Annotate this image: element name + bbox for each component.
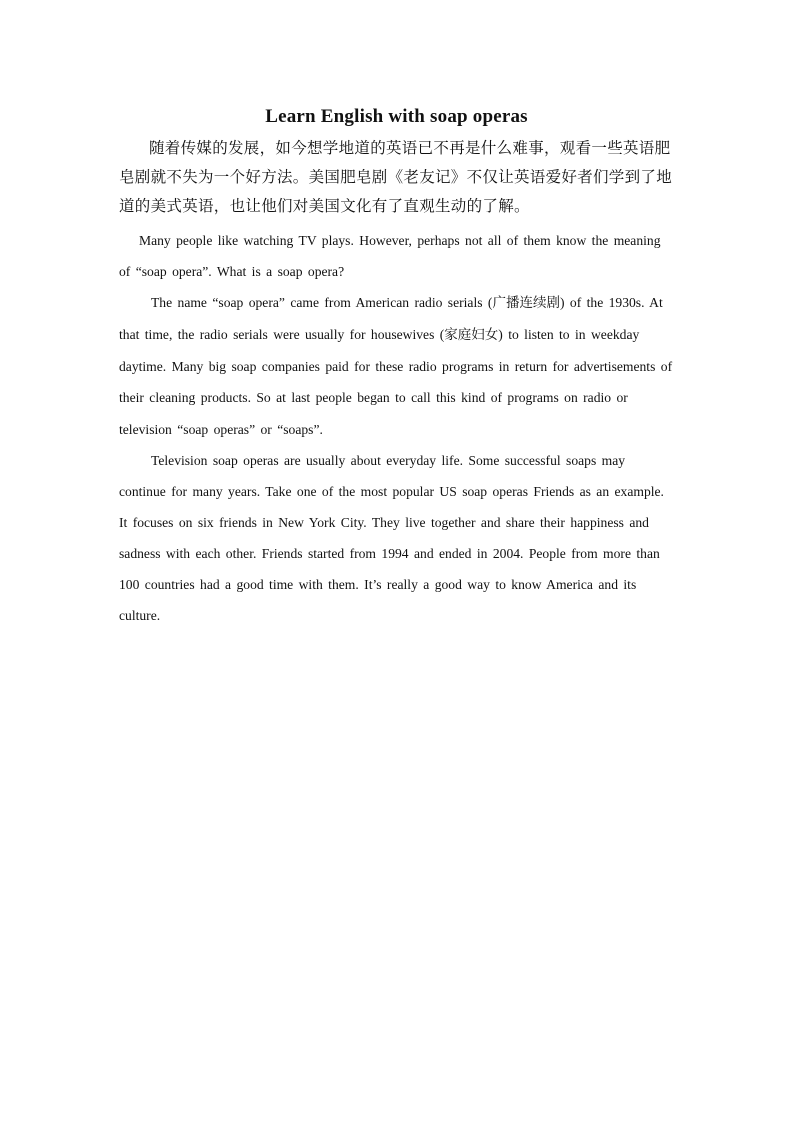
paragraph-2	[119, 287, 674, 444]
paragraph-2-part-b: ) of the 1930s. At that time, the radio serials were usually for housewives (	[119, 295, 663, 343]
paragraph-2-part-c: ) to listen to in weekday daytime. Many big soap companies paid for these radio programs in return for advertisements of their cleaning products. So at last people began to call this kind of programs on radio or television “soap operas” or “soaps”.	[119, 327, 673, 437]
chinese-intro-paragraph: 随着传媒的发展，如今想学地道的英语已不再是什么难事，观看一些英语肥皂剧就不失为一个好方法。美国肥皂剧《老友记》不仅让英语爱好者们学到了地道的美式英语，也让他们对美国文化有了直观生动的了解。	[119, 139, 673, 215]
chinese-gloss-radio-serials: 广播连续剧	[492, 295, 560, 312]
paragraph-2-part-a: The name “soap opera” came from American radio serials (	[151, 295, 493, 311]
chinese-gloss-housewives: 家庭妇女	[444, 327, 499, 344]
paragraph-3: Television soap operas are usually about everyday life. Some successful soaps may continue for many years. Take one of the most popular US soap operas Friends as an example. It focuses on six friends in New York City. They live together and share their happiness and sadness with each other. Friends started from 1994 and ended in 2004. People from more than 100 countries had a good time with them. It’s really a good way to know America and its culture.	[119, 452, 664, 624]
document-title: Learn English with soap operas	[265, 106, 528, 127]
paragraph-1: Many people like watching TV plays. However, perhaps not all of them know the meaning of “soap opera”. What is a soap opera?	[119, 233, 661, 280]
document-page	[119, 104, 674, 631]
